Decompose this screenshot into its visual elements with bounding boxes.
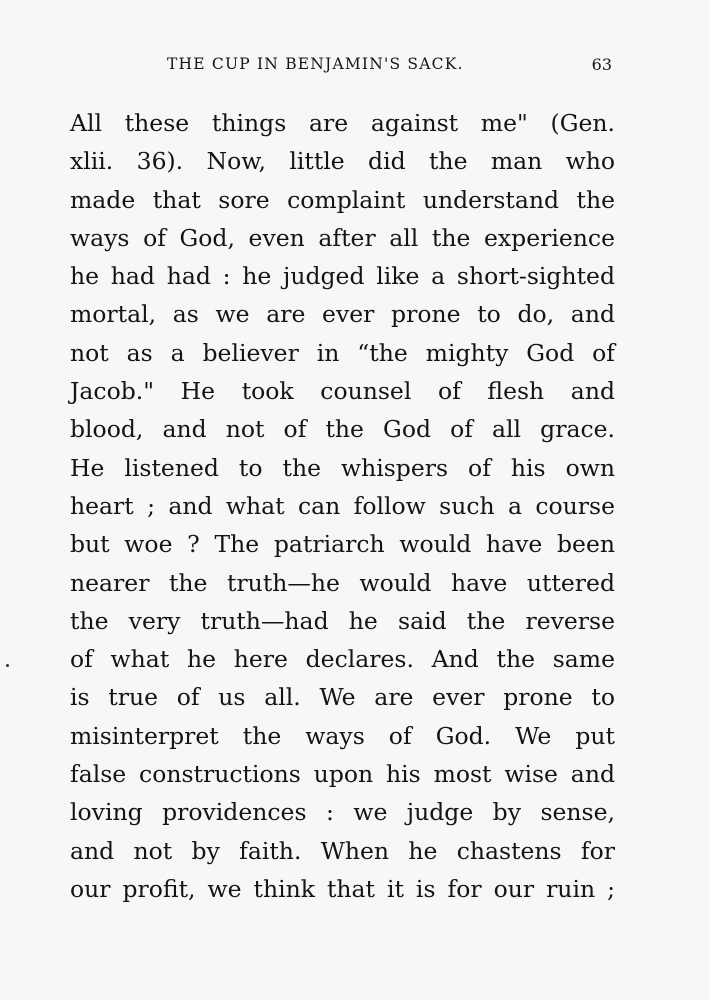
text-line: and not by faith. When he chastens for [70, 836, 615, 865]
text-line: our profit, we think that it is for our ruin ; [70, 874, 615, 903]
text-line: nearer the truth—he would have uttered [70, 568, 615, 597]
text-line: xlii. 36). Now, little did the man who [70, 147, 615, 176]
text-line: not as a believer in “the mighty God of [70, 338, 615, 367]
body-text [70, 104, 615, 908]
text-line: made that sore complaint understand the [70, 185, 615, 214]
text-line: but woe ? The patriarch would have been [70, 530, 615, 559]
text-line: ways of God, even after all the experience [70, 223, 615, 252]
text-line: heart ; and what can follow such a course [70, 491, 615, 520]
text-line: mortal, as we are ever prone to do, and [70, 300, 615, 329]
text-line: of what he here declares. And the same [70, 645, 615, 674]
text-line: All these things are against me" (Gen. [70, 109, 615, 137]
text-line: false constructions upon his most wise and [70, 760, 615, 789]
text-line: He listened to the whispers of his own [70, 453, 615, 482]
text-line: blood, and not of the God of all grace. [70, 415, 615, 444]
text-line: Jacob." He took counsel of flesh and [70, 377, 615, 406]
running-head [72, 55, 612, 81]
ink-speck [6, 664, 9, 667]
page-number: 63 [591, 55, 612, 74]
text-line: misinterpret the ways of God. We put [70, 721, 615, 750]
running-title: THE CUP IN BENJAMIN'S SACK. [167, 55, 464, 73]
text-line: is true of us all. We are ever prone to [70, 683, 615, 712]
text-line: the very truth—had he said the reverse [70, 606, 615, 635]
text-line: loving providences : we judge by sense, [70, 798, 615, 827]
text-line: he had had : he judged like a short-sighted [70, 262, 615, 291]
